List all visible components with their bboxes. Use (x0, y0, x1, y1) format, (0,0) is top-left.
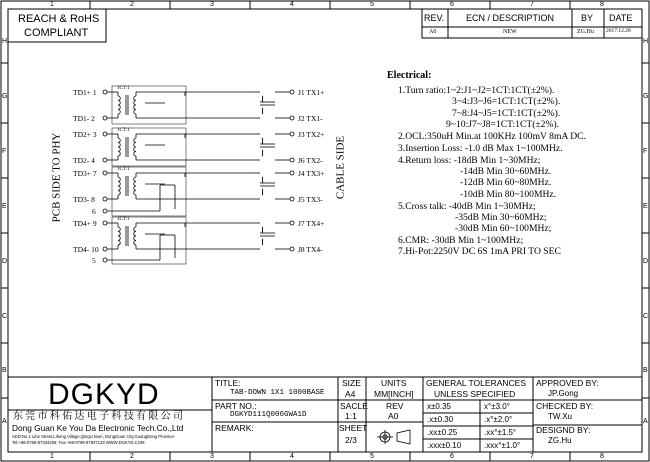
right-pin-label: J5 TX3- (298, 195, 323, 204)
transformer-winding (118, 96, 120, 114)
transformer-winding (118, 227, 120, 245)
company-address: ADD:No.1 Lihe Street,Liheng Village,Qingxi town, DongGuan City,GuangDong Province (12, 434, 175, 439)
ecn-value: NEW (503, 29, 517, 35)
projection-symbol-icon (377, 430, 410, 444)
row-label-right: B (643, 367, 648, 374)
rev-value-tb: A0 (388, 411, 399, 421)
tolerance-header-1: GENERAL TOLERANCES (426, 378, 526, 388)
date-value: 2017.12.28 (606, 28, 631, 34)
company-name-en: Dong Guan Ke You Da Electronic Tech.Co.,Ltd (12, 423, 184, 433)
tolerance-linear: x±0.35 (427, 402, 451, 411)
col-label-top: 8 (600, 1, 604, 8)
pin-terminal (290, 116, 294, 120)
electrical-spec-line: -14dB Min 30~60MHz. (460, 166, 552, 177)
pin-terminal (103, 132, 107, 136)
remark-label: REMARK: (215, 423, 254, 433)
ratio-label: 1CT:1 (117, 86, 130, 91)
designed-label: DESIGND BY: (536, 425, 591, 435)
tolerance-header-2: UNLESS SPECIFIED (434, 389, 516, 399)
tolerance-angular: .xxx°±1.0° (484, 441, 521, 450)
by-value: ZG.Hu (577, 29, 594, 35)
pin-terminal (103, 197, 107, 201)
transformer-winding (134, 96, 136, 114)
ratio-label: 1CT:1 (117, 217, 130, 222)
units-value: MM[INCH] (374, 389, 414, 399)
pin-terminal (103, 258, 107, 262)
col-label-bottom: 3 (210, 453, 214, 460)
pin-terminal (103, 90, 107, 94)
scale-value: 1:1 (345, 411, 357, 421)
units-label: UNITS (381, 378, 407, 388)
pcb-side-label: PCB SIDE TO PHY (50, 132, 63, 223)
electrical-spec-line: 3.Insertion Loss: -1.0 dB Max 1~100MHz. (398, 143, 563, 154)
col-label-bottom: 1 (50, 453, 54, 460)
pin-terminal (103, 116, 107, 120)
left-pin-label: TD2+ 3 (73, 130, 97, 139)
row-label-left: D (2, 258, 8, 265)
transformer-winding (262, 239, 263, 245)
designed-value: ZG.Hu (548, 436, 572, 445)
row-label-right: G (643, 93, 649, 100)
electrical-spec-line: -12dB Min 60~80MHz. (460, 177, 552, 188)
cable-side-label: CABLE SIDE (334, 135, 347, 200)
transformer-winding (118, 177, 120, 195)
company-name-cn: 东莞市科佑达电子科技有限公司 (13, 411, 186, 422)
electrical-spec-line: 2.OCL:350uH Min.at 100KHz 100mV 8mA DC. (398, 131, 586, 142)
row-label-right: D (643, 258, 649, 265)
date-header: DATE (609, 13, 633, 23)
left-pin-label: TD3- 8 (73, 195, 95, 204)
company-contact: Tel:+86-0769-87334206; Fax:+86-0769-87847129 WWW.DGKYD.COM (12, 440, 145, 445)
left-pin-label: 6 (92, 207, 96, 216)
col-label-top: 7 (530, 1, 534, 8)
checked-value: TW.Xu (548, 412, 573, 421)
sheet-label: SHEET (339, 423, 368, 433)
transformer-winding (118, 138, 120, 156)
electrical-title: Electrical: (387, 70, 432, 81)
row-label-right: H (643, 38, 649, 45)
electrical-spec-line: -10dB Min 80~100MHz. (460, 189, 557, 200)
pin-terminal (103, 221, 107, 225)
electrical-spec-line: 5.Cross talk: -40dB Min 1~30MHz; (398, 201, 536, 212)
row-label-left: H (2, 38, 8, 45)
col-label-bottom: 4 (290, 453, 294, 460)
approved-value: JP.Gong (548, 389, 579, 398)
col-label-top: 1 (50, 1, 54, 8)
col-label-top: 2 (130, 1, 134, 8)
approved-label: APPROVED BY: (536, 378, 599, 388)
electrical-spec-line: 1.Turn ratio:1~2:J1~J2=1CT:1CT(±2%). (398, 85, 555, 96)
compliance-line1: REACH & RoHS (18, 13, 100, 25)
col-label-top: 4 (290, 1, 294, 8)
transformer-winding (262, 108, 263, 114)
pin-terminal (290, 247, 294, 251)
electrical-spec-line: -35dB Min 30~60MHz; (455, 212, 547, 223)
ratio-label: 1CT:1 (117, 128, 130, 133)
pin-terminal (103, 171, 107, 175)
row-label-left: E (2, 203, 7, 210)
pin-terminal (290, 171, 294, 175)
left-pin-label: TD3+ 7 (73, 169, 97, 178)
transformer-winding (134, 227, 136, 245)
checked-label: CHECKED BY: (536, 401, 594, 411)
left-pin-label: TD2- 4 (73, 156, 95, 165)
rev-label: REV (386, 401, 404, 411)
right-pin-label: J8 TX4- (298, 245, 323, 254)
col-label-top: 5 (370, 1, 374, 8)
tolerance-linear: .x±0.30 (427, 415, 454, 424)
part-no-label: PART NO.: (215, 401, 257, 411)
pin-terminal (103, 247, 107, 251)
pin-terminal (290, 197, 294, 201)
right-pin-label: J3 TX2+ (298, 130, 325, 139)
electrical-spec-line: -30dB Min 60~100MHz; (455, 223, 552, 234)
sheet-value: 2/3 (345, 435, 357, 445)
electrical-spec-line: 9~10:J7~J8=1CT:1CT(±2%). (446, 119, 560, 130)
electrical-spec-line: 7~8:J4~J5=1CT:1CT(±2%). (452, 108, 561, 119)
transformer-winding (134, 138, 136, 156)
transformer-winding (262, 177, 263, 183)
title-label: TITLE: (215, 378, 241, 388)
row-label-right: C (643, 313, 649, 320)
pin-terminal (290, 132, 294, 136)
left-pin-label: TD1- 2 (73, 114, 95, 123)
electrical-spec-line: 3~4:J3~J6=1CT:1CT(±2%). (452, 96, 561, 107)
pin-terminal (290, 221, 294, 225)
compliance-line2: COMPLIANT (24, 27, 89, 39)
tolerance-linear: .xxx±0.10 (427, 441, 462, 450)
title-value: TAB-DOWN 1X1 1000BASE (230, 389, 325, 397)
pin-terminal (290, 158, 294, 162)
pin-terminal (103, 209, 107, 213)
right-pin-label: J4 TX3+ (298, 169, 325, 178)
row-label-left: C (2, 313, 8, 320)
left-pin-label: 5 (92, 256, 96, 265)
by-header: BY (581, 13, 594, 23)
col-label-bottom: 6 (450, 453, 454, 460)
electrical-spec-line: 6.CMR: -30dB Min 1~100MHz; (398, 235, 524, 246)
tolerance-angular: .xx°±1.5° (484, 428, 517, 437)
part-no-value: DGKYD111Q006GWA1D (230, 411, 307, 419)
scale-label: SACLE (340, 401, 368, 411)
magnetics-schematic (103, 86, 294, 264)
row-label-left: A (2, 418, 7, 425)
right-pin-label: J1 TX1+ (298, 88, 325, 97)
size-label: SIZE (342, 378, 361, 388)
col-label-bottom: 5 (370, 453, 374, 460)
transformer-winding (262, 227, 263, 233)
tolerance-angular: .x°±2.0° (484, 415, 513, 424)
ecn-header: ECN / DESCRIPTION (466, 13, 555, 23)
row-label-left: B (2, 367, 7, 374)
electrical-spec-line: 4.Return loss: -18dB Min 1~30MHz; (398, 155, 541, 166)
rev-header: REV. (424, 13, 445, 23)
transformer-winding (262, 138, 263, 144)
row-label-right: F (643, 148, 648, 155)
right-pin-label: J6 TX2- (298, 156, 323, 165)
transformer-winding (262, 96, 263, 102)
left-pin-label: TD4+ 9 (73, 219, 97, 228)
transformer-winding (262, 150, 263, 156)
tolerance-angular: x°±3.0° (484, 402, 510, 411)
row-label-right: A (643, 418, 648, 425)
col-label-top: 3 (210, 1, 214, 8)
transformer-winding (134, 177, 136, 195)
col-label-top: 6 (450, 1, 454, 8)
pin-terminal (290, 90, 294, 94)
col-label-bottom: 8 (600, 453, 604, 460)
right-pin-label: J2 TX1- (298, 114, 323, 123)
col-label-bottom: 7 (530, 453, 534, 460)
row-label-right: E (643, 203, 648, 210)
right-pin-label: J7 TX4+ (298, 219, 325, 228)
electrical-spec-line: 7.Hi-Pot:2250V DC 6S 1mA PRI TO SEC (398, 246, 561, 257)
rev-value: A0 (429, 29, 437, 35)
pin-terminal (103, 158, 107, 162)
row-label-left: G (2, 93, 8, 100)
company-logo: DGKYD (48, 378, 160, 411)
left-pin-label: TD1+ 1 (73, 88, 97, 97)
left-pin-label: TD4- 10 (73, 245, 99, 254)
col-label-bottom: 2 (130, 453, 134, 460)
row-label-left: F (2, 148, 7, 155)
tolerance-linear: .xx±0.25 (427, 428, 458, 437)
size-value: A4 (345, 389, 356, 399)
ratio-label: 1CT:1 (117, 167, 130, 172)
transformer-winding (262, 189, 263, 195)
